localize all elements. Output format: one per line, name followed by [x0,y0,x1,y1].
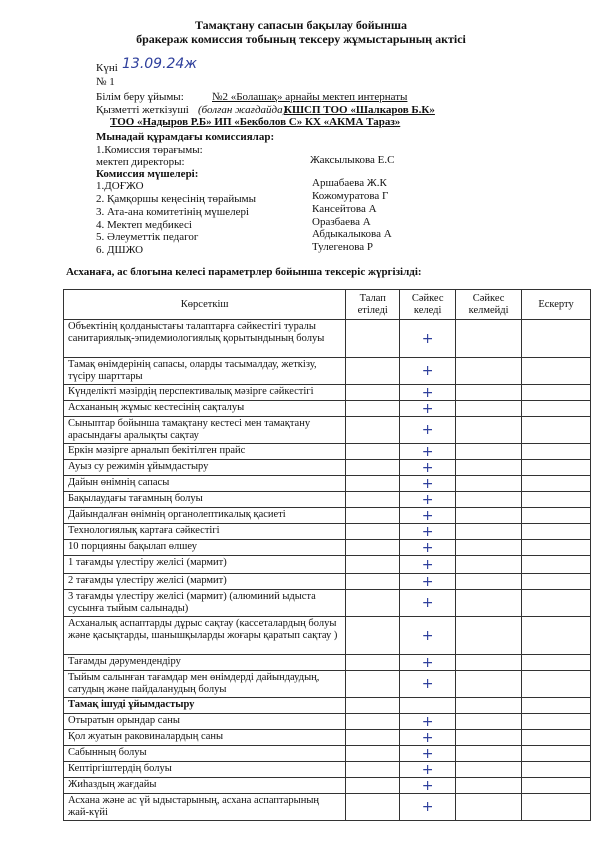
indicator-cell: Күнделікті мәзірдің перспективалық мәзірге сәйкестігі [64,385,346,401]
member-name: Аршабаева Ж.К [312,177,387,189]
compliant-mark: + [400,556,456,574]
noncompliant-cell [456,540,522,556]
table-row [64,778,591,794]
col-header-compliant: Сәйкес келеді [400,290,456,320]
table-row [64,358,591,385]
indicator-cell: Қол жуатын раковиналардың саны [64,730,346,746]
noncompliant-cell [456,671,522,698]
doc-number: № 1 [96,76,115,88]
inspection-intro: Асханаға, ас блогына келесі параметрлер бойынша тексеріс жүргізілді: [66,266,422,278]
indicator-cell: Сабынның болуы [64,746,346,762]
school-label: Білім беру ұйымы: [96,91,184,103]
compliant-mark: + [400,385,456,401]
compliant-mark: + [400,444,456,460]
note-cell [522,714,591,730]
indicator-cell: Еркін мәзірге арналып бекітілген прайс [64,444,346,460]
noncompliant-cell [456,746,522,762]
empty-cell [456,698,522,714]
table-row [64,574,591,590]
noncompliant-cell [456,476,522,492]
table-row [64,476,591,492]
indicator-cell: Дайындалған өнімнің органолептикалық қасиеті [64,508,346,524]
doc-title-line1: Тамақтану сапасын бақылау бойынша [194,18,408,32]
indicator-cell: 2 тағамды үлестіру желісі (мармит) [64,574,346,590]
compliant-mark: + [400,492,456,508]
chair-name: Жаксылыкова Е.С [310,154,395,166]
member-role: 3. Ата-ана комитетінің мүшелері [96,206,250,218]
indicator-cell: Бақылаудағы тағамның болуы [64,492,346,508]
noncompliant-cell [456,492,522,508]
noncompliant-cell [456,524,522,540]
noncompliant-cell [456,617,522,655]
col-header-indicator: Көрсеткіш [64,290,346,320]
required-cell [346,540,400,556]
noncompliant-cell [456,385,522,401]
indicator-cell: Дайын өнімнің сапасы [64,476,346,492]
required-cell [346,556,400,574]
table-row [64,746,591,762]
chair-role-2: мектеп директоры: [96,156,185,168]
note-cell [522,492,591,508]
member-role: 4. Мектеп медбикесі [96,219,192,231]
table-row [64,730,591,746]
required-cell [346,358,400,385]
noncompliant-cell [456,358,522,385]
table-row [64,444,591,460]
empty-cell [400,698,456,714]
note-cell [522,540,591,556]
indicator-cell: Технологиялық картаға сәйкестігі [64,524,346,540]
table-row [64,617,591,655]
noncompliant-cell [456,730,522,746]
supplier-note: (болған жағдайда) [198,104,287,116]
note-cell [522,655,591,671]
table-row [64,714,591,730]
date-label: Күні [96,62,118,74]
table-row [64,671,591,698]
member-name: Оразбаева А [312,216,371,228]
supplier-value-2: ТОО «Надыров Р.Б» ИП «Бекболов С» КХ «АКМА Тараз» [110,116,401,128]
noncompliant-cell [456,762,522,778]
date-value: 13.09.24ж [122,56,197,72]
note-cell [522,730,591,746]
required-cell [346,714,400,730]
required-cell [346,417,400,444]
compliant-mark: + [400,714,456,730]
indicator-cell: Кептіргіштердің болуы [64,762,346,778]
required-cell [346,524,400,540]
table-row [64,655,591,671]
empty-cell [522,698,591,714]
noncompliant-cell [456,401,522,417]
compliant-mark: + [400,417,456,444]
col-header-required: Талап етіледі [346,290,400,320]
table-row [64,762,591,778]
table-row [64,590,591,617]
table-row [64,492,591,508]
required-cell [346,794,400,821]
table-row [64,524,591,540]
note-cell [522,617,591,655]
note-cell [522,444,591,460]
section-row [64,698,591,714]
member-name: Кансейтова А [312,203,377,215]
note-cell [522,320,591,358]
compliant-mark: + [400,358,456,385]
member-role: 5. Әлеуметтік педагог [96,231,199,243]
compliant-mark: + [400,746,456,762]
supplier-value-1: КШСП ТОО «Шалкаров Б.К» [284,104,435,116]
note-cell [522,778,591,794]
table-row [64,556,591,574]
table-row [64,460,591,476]
note-cell [522,524,591,540]
members-heading: Комиссия мүшелері: [96,168,199,180]
noncompliant-cell [456,556,522,574]
compliant-mark: + [400,320,456,358]
member-role: 1.ДОҒЖО [96,180,144,192]
noncompliant-cell [456,714,522,730]
member-role: 6. ДШЖО [96,244,144,256]
compliant-mark: + [400,460,456,476]
note-cell [522,401,591,417]
required-cell [346,762,400,778]
indicator-cell: Отыратын орындар саны [64,714,346,730]
compliant-mark: + [400,617,456,655]
supplier-label: Қызметті жеткізуші [96,104,189,116]
compliant-mark: + [400,762,456,778]
doc-title-line2: бракераж комиссия тобының тексеру жұмыстарының актісі [136,32,466,46]
note-cell [522,574,591,590]
indicator-cell: Жиһаздың жағдайы [64,778,346,794]
indicator-cell: Ауыз су режимін ұйымдастыру [64,460,346,476]
note-cell [522,556,591,574]
required-cell [346,746,400,762]
required-cell [346,730,400,746]
col-header-noncompliant: Сәйкес келмейді [456,290,522,320]
compliant-mark: + [400,476,456,492]
indicator-cell: Тамақ өнімдерінің сапасы, оларды тасымалдау, жеткізу, түсіру шарттары [64,358,346,385]
indicator-cell: Тыйым салынған тағамдар мен өнімдерді дайындаудың, сатудың және пайдаланудың болуы [64,671,346,698]
commission-heading: Мынадай құрамдағы комиссиялар: [96,131,275,143]
compliant-mark: + [400,401,456,417]
noncompliant-cell [456,508,522,524]
table-row [64,794,591,821]
indicator-cell: 1 тағамды үлестіру желісі (мармит) [64,556,346,574]
required-cell [346,671,400,698]
note-cell [522,746,591,762]
indicator-cell: Асхана және ас үй ыдыстарының, асхана аспаптарының жай-күйі [64,794,346,821]
required-cell [346,778,400,794]
indicator-cell: Тағамды дәрумендендіру [64,655,346,671]
indicator-cell: Асхананың жұмыс кестесінің сақталуы [64,401,346,417]
required-cell [346,460,400,476]
required-cell [346,444,400,460]
indicator-cell: Асханалық аспаптарды дұрыс сақтау (кассеталардың болуы және қасықтарды, шанышқыларды жоғары қаратып сақтау ) [64,617,346,655]
note-cell [522,385,591,401]
note-cell [522,794,591,821]
member-name: Кожомуратова Г [312,190,389,202]
compliant-mark: + [400,508,456,524]
required-cell [346,655,400,671]
compliant-mark: + [400,778,456,794]
indicator-cell: 3 тағамды үлестіру желісі (мармит) (алюминий ыдыста сусынға тыйым салынады) [64,590,346,617]
indicator-cell: 10 порцияны бақылап өлшеу [64,540,346,556]
note-cell [522,476,591,492]
required-cell [346,385,400,401]
noncompliant-cell [456,778,522,794]
required-cell [346,590,400,617]
table-row [64,401,591,417]
compliant-mark: + [400,671,456,698]
compliant-mark: + [400,655,456,671]
compliant-mark: + [400,574,456,590]
table-row [64,508,591,524]
note-cell [522,460,591,476]
noncompliant-cell [456,574,522,590]
noncompliant-cell [456,794,522,821]
note-cell [522,671,591,698]
required-cell [346,401,400,417]
chair-role-1: 1.Комиссия төрағымы: [96,144,203,156]
table-row [64,540,591,556]
required-cell [346,508,400,524]
noncompliant-cell [456,460,522,476]
table-row [64,417,591,444]
noncompliant-cell [456,590,522,617]
required-cell [346,320,400,358]
member-name: Абдыкалыкова А [312,228,392,240]
note-cell [522,762,591,778]
indicator-cell: Объектінің қолданыстағы талаптарға сәйкестігі туралы санитариялық-эпидемиологиялық қорытындының болуы [64,320,346,358]
note-cell [522,590,591,617]
required-cell [346,617,400,655]
noncompliant-cell [456,444,522,460]
section-heading: Тамақ ішуді ұйымдастыру [64,698,346,714]
compliant-mark: + [400,730,456,746]
table-row [64,385,591,401]
col-header-note: Ескерту [522,290,591,320]
compliant-mark: + [400,794,456,821]
noncompliant-cell [456,320,522,358]
note-cell [522,417,591,444]
table-row [64,320,591,358]
noncompliant-cell [456,417,522,444]
note-cell [522,358,591,385]
compliant-mark: + [400,590,456,617]
member-role: 2. Қамқоршы кеңесінің төрайымы [96,193,256,205]
noncompliant-cell [456,655,522,671]
compliant-mark: + [400,540,456,556]
member-name: Тулегенова Р [312,241,373,253]
required-cell [346,476,400,492]
inspection-table [63,289,591,821]
indicator-cell: Сыныптар бойынша тамақтану кестесі мен тамақтану арасындағы аралықты сақтау [64,417,346,444]
empty-cell [346,698,400,714]
required-cell [346,574,400,590]
compliant-mark: + [400,524,456,540]
note-cell [522,508,591,524]
school-value: №2 «Болашақ» арнайы мектеп интернаты [212,91,408,103]
required-cell [346,492,400,508]
